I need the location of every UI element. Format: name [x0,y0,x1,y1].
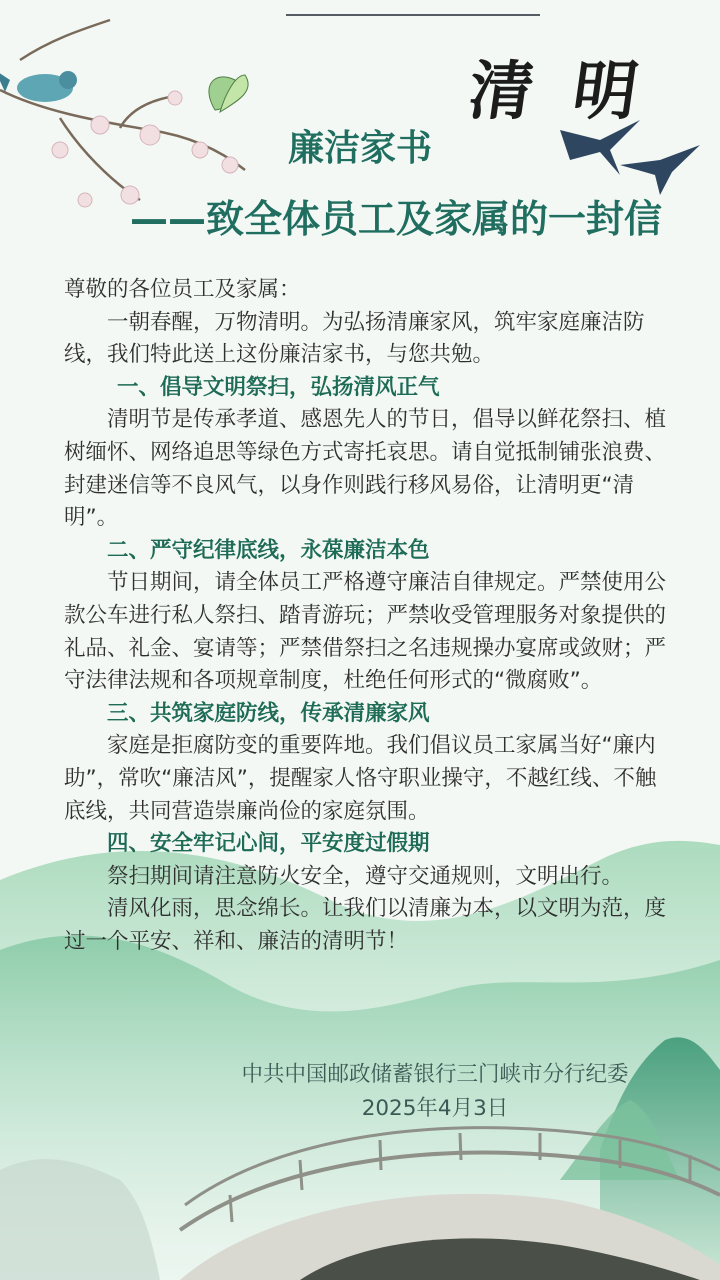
intro-paragraph: 一朝春醒，万物清明。为弘扬清廉家风，筑牢家庭廉洁防线，我们特此送上这份廉洁家书，与您共勉。 [64,309,645,368]
section-heading-4: 四、安全牢记心间，平安度过假期 [107,831,430,857]
calligraphy-title: 清明 [463,54,683,129]
letter-subtitle: ——致全体员工及家属的一封信 [130,197,663,241]
letter-body [64,274,674,958]
signature-block [220,1058,650,1126]
section-heading-3: 三、共筑家庭防线，传承清廉家风 [107,700,430,726]
section-body-3: 家庭是拒腐防变的重要阵地。我们倡议员工家属当好“廉内助”，常吹“廉洁风”，提醒家人恪守职业操守，不越红线、不触底线，共同营造崇廉尚俭的家庭氛围。 [64,733,657,824]
closing-paragraph: 清风化雨，思念绵长。让我们以清廉为本，以文明为范，度过一个平安、祥和、廉洁的清明节！ [64,896,667,954]
section-body-4: 祭扫期间请注意防火安全，遵守交通规则，文明出行。 [107,863,624,889]
greeting: 尊敬的各位员工及家属： [64,277,301,302]
signature: 中共中国邮政储蓄银行三门峡市分行纪委 [241,1062,629,1087]
section-heading-1: 一、倡导文明祭扫，弘扬清风正气 [117,374,440,400]
section-body-2: 节日期间，请全体员工严格遵守廉洁自律规定。严禁使用公款公车进行私人祭扫、踏青游玩；严禁收受管理服务对象提供的礼品、礼金、宴请等；严禁借祭扫之名违规操办宴席或敛财；严守法律法规和各项规章制度，杜绝任何形式的“微腐败”。 [64,570,667,694]
section-body-1: 清明节是传承孝道、感恩先人的节日，倡导以鲜花祭扫、植树缅怀、网络追思等绿色方式寄托哀思。请自觉抵制铺张浪费、封建迷信等不良风气，以身作则践行移风易俗，让清明更“清明”。 [64,407,667,531]
letter-title: 廉洁家书 [287,128,432,169]
section-heading-2: 二、严守纪律底线，永葆廉洁本色 [107,537,430,563]
top-divider [286,14,540,16]
date: 2025年4月3日 [361,1096,509,1121]
